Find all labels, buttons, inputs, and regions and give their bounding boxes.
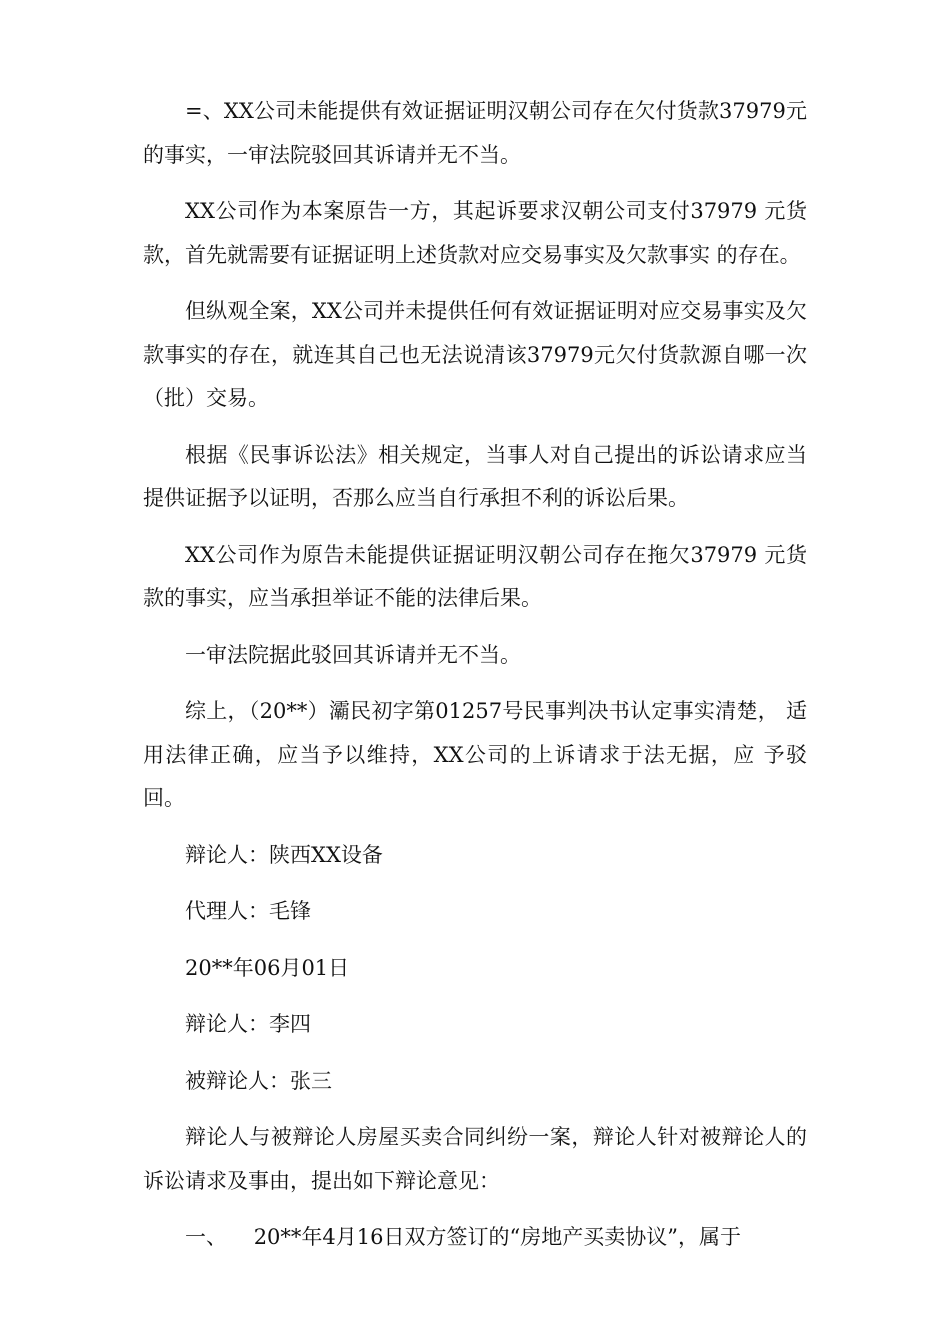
paragraph-section-two-heading: =、XX公司未能提供有效证据证明汉朝公司存在欠付货款37979元的事实，一审法院驳回其诉请并无不当。 <box>143 99 807 167</box>
paragraph-first-instance-ruling: 一审法院据此驳回其诉请并无不当。 <box>185 642 521 667</box>
signature-agent: 代理人：毛锋 <box>185 899 311 923</box>
paragraph-no-evidence: 但纵观全案，XX公司并未提供任何有效证据证明对应交易事实及欠款事实的存在，就连其自己也无法说清该37979元欠付货款源自哪一次（批）交易。 <box>143 299 807 410</box>
party-opponent: 被辩论人：张三 <box>185 1068 332 1093</box>
paragraph-point-one: 一、 20**年4月16日双方签订的“房地产买卖协议”，属于 <box>185 1225 741 1249</box>
paragraph-civil-procedure-law: 根据《民事诉讼法》相关规定，当事人对自己提出的诉讼请求应当提供证据予以证明，否那么应当自行承担不利的诉讼后果。 <box>143 442 807 510</box>
signature-date: 20**年06月01日 <box>185 955 350 980</box>
paragraph-conclusion: 综上，（20**）灞民初字第01257号民事判决书认定事实清楚， 适用法律正确，应当予以维持，XX公司的上诉请求于法无据，应 予驳回。 <box>143 699 807 810</box>
paragraph-legal-consequence: XX公司作为原告未能提供证据证明汉朝公司存在拖欠37979 元货款的事实，应当承担举证不能的法律后果。 <box>143 542 807 610</box>
signature-respondent: 辩论人：陕西XX设备 <box>185 842 383 867</box>
party-respondent: 辩论人：李四 <box>185 1012 311 1036</box>
paragraph-burden-of-proof: XX公司作为本案原告一方，其起诉要求汉朝公司支付37979 元货款，首先就需要有证据证明上述货款对应交易事实及欠款事实 的存在。 <box>143 199 807 267</box>
document-page <box>143 90 807 1260</box>
paragraph-case-intro: 辩论人与被辩论人房屋买卖合同纠纷一案，辩论人针对被辩论人的诉讼请求及事由，提出如下辩论意见： <box>143 1125 807 1193</box>
